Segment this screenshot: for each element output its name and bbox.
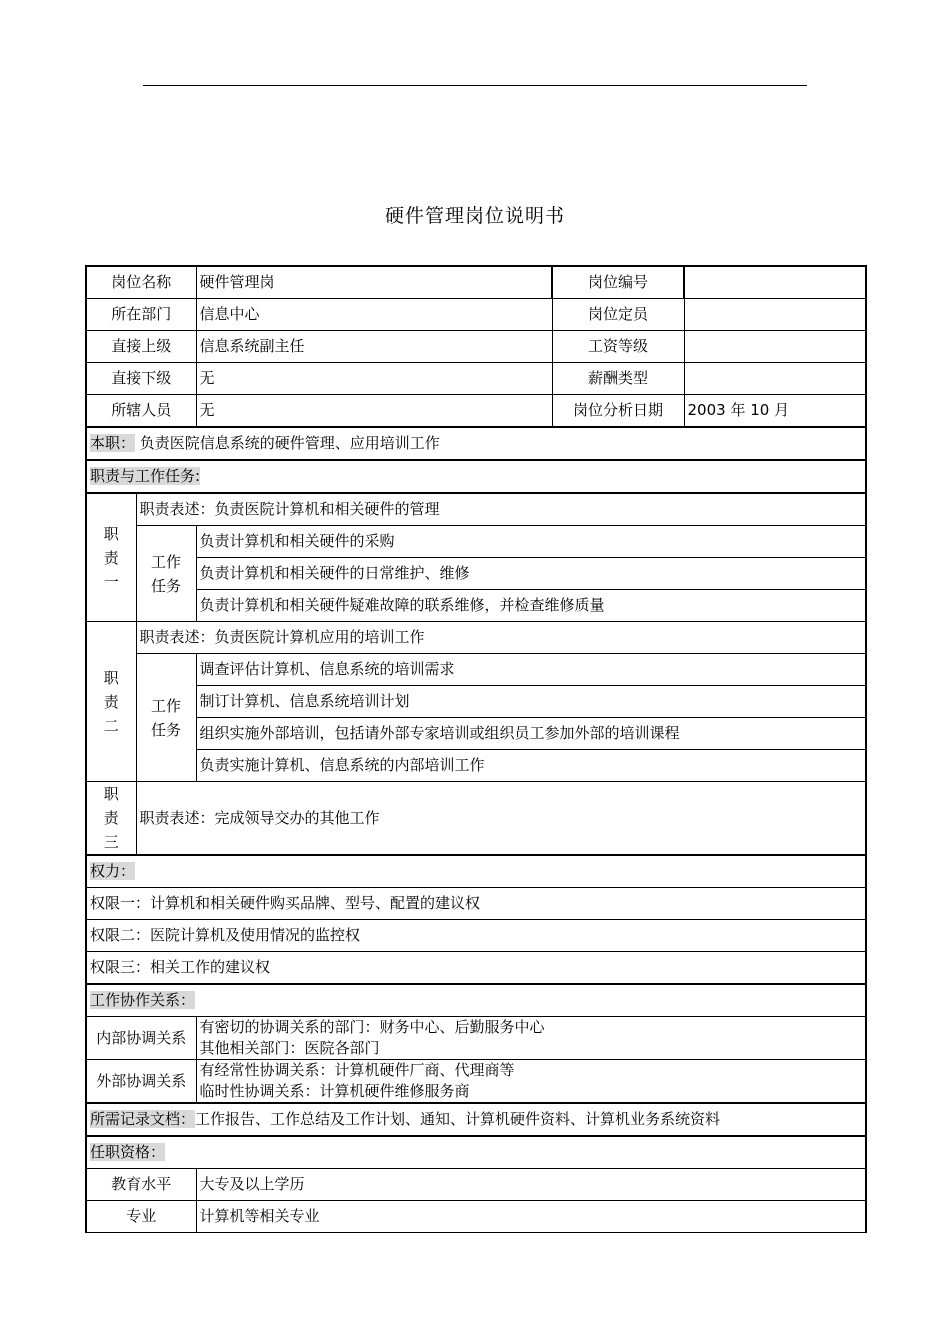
duty2-char1: 职 [103, 668, 119, 687]
authority-header: 权力： [90, 862, 136, 880]
duty2-task-label [136, 654, 196, 782]
label-headcount: 岗位定员 [552, 299, 684, 331]
duty1-statement: 职责表述：负责医院计算机和相关硬件的管理 [136, 493, 866, 526]
duty2-char2: 责 [103, 692, 119, 711]
duty2-char3: 二 [103, 716, 119, 735]
external-relations-line2: 临时性协调关系：计算机硬件维修服务商 [199, 1082, 470, 1100]
duty3-statement: 职责表述：完成领导交办的其他工作 [136, 782, 866, 856]
duty1-task-item: 负责计算机和相关硬件的日常维护、维修 [196, 558, 866, 590]
mission-text: 负责医院信息系统的硬件管理、应用培训工作 [135, 434, 440, 452]
internal-relations-line1: 有密切的协调关系的部门：财务中心、后勤服务中心 [199, 1018, 545, 1036]
duty2-task-label-text [151, 694, 181, 742]
row-education [86, 1169, 866, 1201]
row-duty2-task2 [86, 686, 866, 718]
label-pay-type: 薪酬类型 [552, 363, 684, 395]
duty1-label [86, 493, 136, 622]
internal-relations-label: 内部协调关系 [86, 1017, 196, 1060]
duty3-char2: 责 [103, 809, 119, 827]
duties-header: 职责与工作任务: [90, 467, 201, 485]
records-text: 工作报告、工作总结及工作计划、通知、计算机硬件资料、计算机业务系统资料 [195, 1110, 721, 1128]
value-position-name: 硬件管理岗 [196, 266, 552, 299]
row-duty1-statement [86, 493, 866, 526]
records-cell [86, 1103, 866, 1136]
records-label: 所需记录文档： [90, 1110, 196, 1128]
duty2-task-item: 制订计算机、信息系统培训计划 [196, 686, 866, 718]
duty1-task-item: 负责计算机和相关硬件疑难故障的联系维修，并检查维修质量 [196, 590, 866, 622]
duty2-task-item: 负责实施计算机、信息系统的内部培训工作 [196, 750, 866, 782]
external-relations-label: 外部协调关系 [86, 1060, 196, 1104]
duty1-task-label [136, 526, 196, 622]
row-mission [86, 427, 866, 460]
value-department: 信息中心 [196, 299, 552, 331]
label-position-name: 岗位名称 [86, 266, 196, 299]
duty2-task-label-line2: 任务 [151, 720, 182, 739]
mission-label: 本职： [90, 434, 136, 452]
document-title: 硬件管理岗位说明书 [384, 205, 565, 227]
row-records [86, 1103, 866, 1136]
row-staff [86, 395, 866, 428]
duty2-label [86, 622, 136, 782]
row-authority-1 [86, 888, 866, 920]
label-salary-grade: 工资等级 [552, 331, 684, 363]
duty1-task-item: 负责计算机和相关硬件的采购 [196, 526, 866, 558]
value-superior: 信息系统副主任 [196, 331, 552, 363]
duty3-label [86, 782, 136, 856]
label-position-code: 岗位编号 [552, 266, 684, 299]
row-duty3 [86, 782, 866, 856]
value-subordinate: 无 [196, 363, 552, 395]
value-pay-type [684, 363, 866, 395]
row-duty2-task1 [86, 654, 866, 686]
duty2-task-item: 组织实施外部培训，包括请外部专家培训或组织员工参加外部的培训课程 [196, 718, 866, 750]
qualification-header-cell [86, 1136, 866, 1169]
duty3-char1: 职 [103, 785, 119, 803]
row-duty2-statement [86, 622, 866, 654]
major-value: 计算机等相关专业 [196, 1201, 866, 1233]
authority-header-cell [86, 855, 866, 888]
mission-cell [86, 427, 866, 460]
row-internal-relations [86, 1017, 866, 1060]
job-description-table [85, 265, 867, 1233]
row-duties-header [86, 460, 866, 493]
duty2-statement: 职责表述：负责医院计算机应用的培训工作 [136, 622, 866, 654]
duty2-chars [104, 666, 119, 738]
row-position-name [86, 266, 866, 299]
label-analysis-date: 岗位分析日期 [552, 395, 684, 428]
row-authority-header [86, 855, 866, 888]
relations-header-cell [86, 984, 866, 1017]
major-label: 专业 [86, 1201, 196, 1233]
external-relations-line1: 有经常性协调关系：计算机硬件厂商、代理商等 [199, 1061, 515, 1079]
internal-relations-value [196, 1017, 866, 1060]
duty3-chars [104, 782, 119, 854]
row-qualification-header [86, 1136, 866, 1169]
duty3-char3: 三 [103, 833, 119, 851]
label-department: 所在部门 [86, 299, 196, 331]
label-subordinate: 直接下级 [86, 363, 196, 395]
row-duty2-task3 [86, 718, 866, 750]
external-relations-value [196, 1060, 866, 1104]
row-duty1-task1 [86, 526, 866, 558]
qualification-header: 任职资格： [90, 1143, 166, 1161]
internal-relations-line2: 其他相关部门：医院各部门 [199, 1039, 380, 1057]
duty1-task-label-text [151, 550, 181, 598]
authority-item: 权限二：医院计算机及使用情况的监控权 [86, 920, 866, 952]
row-superior [86, 331, 866, 363]
row-duty1-task3 [86, 590, 866, 622]
duty2-task-item: 调查评估计算机、信息系统的培训需求 [196, 654, 866, 686]
row-authority-3 [86, 952, 866, 985]
duty1-char3: 一 [103, 572, 119, 591]
row-duty1-task2 [86, 558, 866, 590]
authority-item: 权限三：相关工作的建议权 [86, 952, 866, 985]
duty1-char2: 责 [103, 548, 119, 567]
value-headcount [684, 299, 866, 331]
row-duty2-task4 [86, 750, 866, 782]
row-external-relations [86, 1060, 866, 1104]
duty2-task-label-line1: 工作 [151, 696, 182, 715]
relations-header: 工作协作关系： [90, 991, 196, 1009]
label-superior: 直接上级 [86, 331, 196, 363]
duties-header-cell [86, 460, 866, 493]
duty1-char1: 职 [103, 524, 119, 543]
duty1-chars [104, 522, 119, 594]
duty1-task-label-line2: 任务 [151, 576, 182, 595]
value-salary-grade [684, 331, 866, 363]
authority-item: 权限一：计算机和相关硬件购买品牌、型号、配置的建议权 [86, 888, 866, 920]
row-relations-header [86, 984, 866, 1017]
row-department [86, 299, 866, 331]
education-label: 教育水平 [86, 1169, 196, 1201]
header-rule [143, 85, 807, 86]
education-value: 大专及以上学历 [196, 1169, 866, 1201]
value-position-code [684, 266, 866, 299]
row-subordinate [86, 363, 866, 395]
duty1-task-label-line1: 工作 [151, 552, 182, 571]
row-authority-2 [86, 920, 866, 952]
label-staff: 所辖人员 [86, 395, 196, 428]
value-analysis-date: 2003 年 10 月 [684, 395, 866, 428]
value-staff: 无 [196, 395, 552, 428]
row-major [86, 1201, 866, 1233]
